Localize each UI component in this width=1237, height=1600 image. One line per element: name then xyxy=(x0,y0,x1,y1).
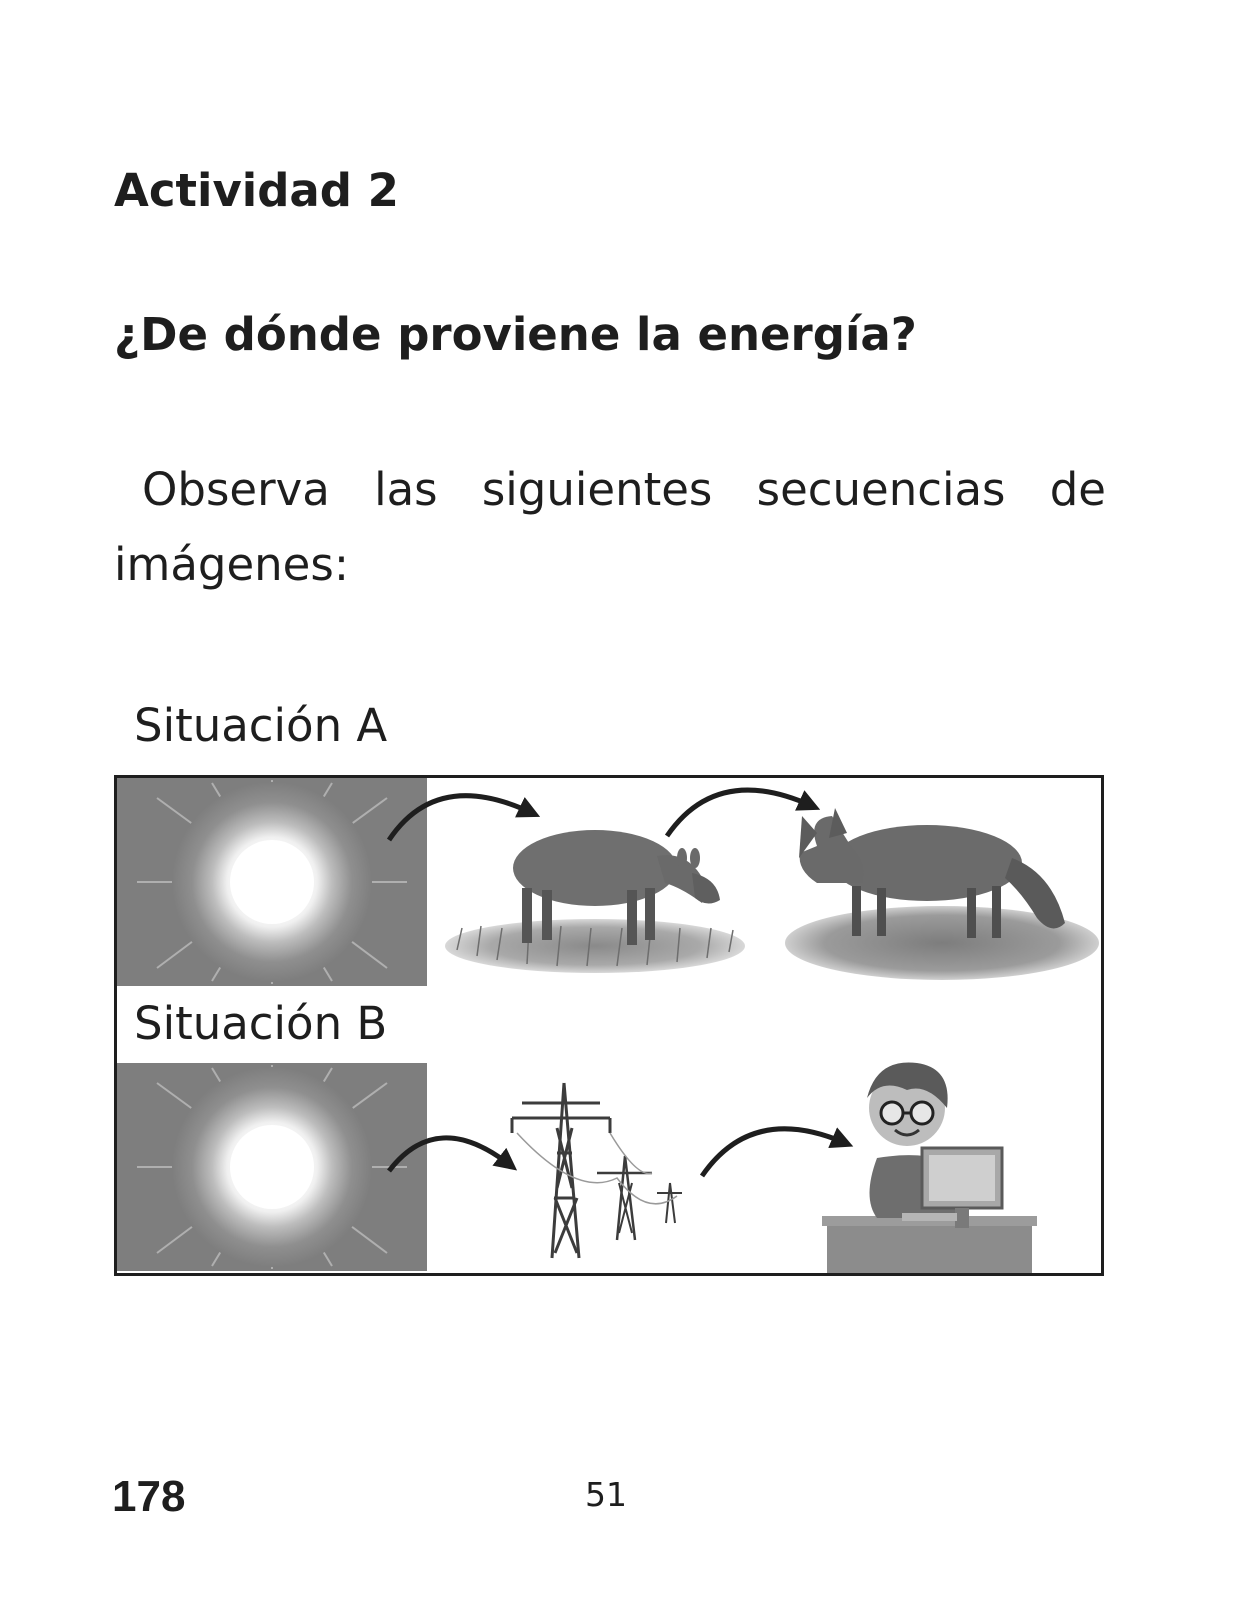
fox-image xyxy=(785,808,1099,980)
book-page-number: 178 xyxy=(112,1472,186,1521)
deer-grazing-image xyxy=(445,830,745,973)
activity-title: Actividad 2 xyxy=(114,164,399,217)
arrow-deer-to-fox xyxy=(667,790,812,836)
sun-image-a xyxy=(117,778,427,986)
document-page-number: 51 xyxy=(585,1475,627,1514)
sun-image-b xyxy=(117,1063,427,1271)
boy-at-computer-image xyxy=(822,1062,1037,1273)
instruction-text: Observa las siguientes secuencias de imágenes: xyxy=(114,463,1106,591)
situation-a-label: Situación A xyxy=(134,699,388,752)
arrow-towers-to-computer xyxy=(702,1129,845,1176)
situation-b-label: Situación B xyxy=(134,997,388,1050)
power-towers-image xyxy=(512,1083,682,1258)
activity-question: ¿De dónde proviene la energía? xyxy=(114,308,917,361)
situations-figure xyxy=(114,775,1104,1276)
